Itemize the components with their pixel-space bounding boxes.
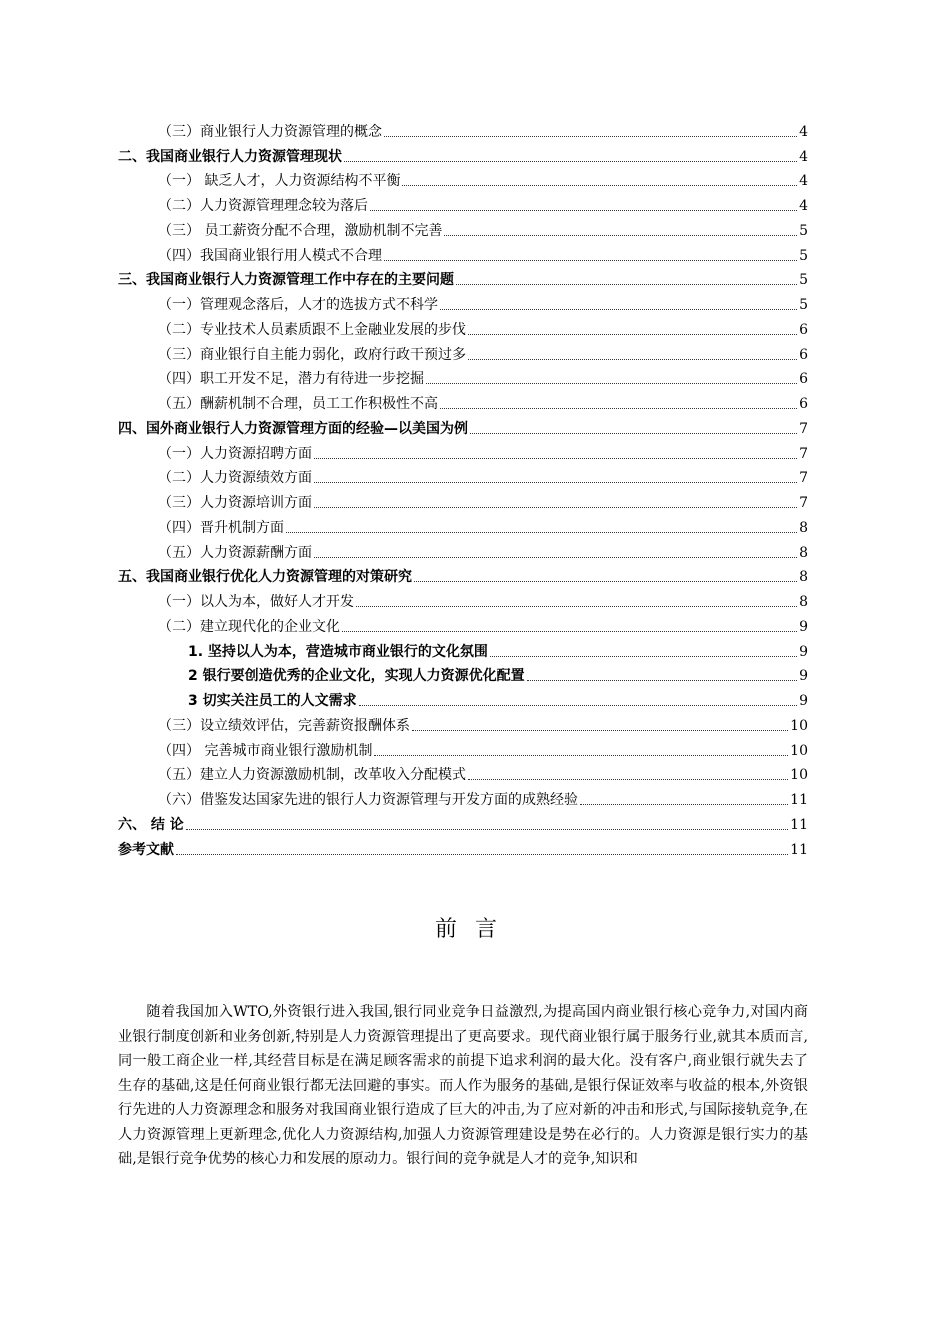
- toc-entry[interactable]: [118, 685, 808, 710]
- toc-entry-title: 3 切实关注员工的人文需求: [188, 693, 357, 709]
- toc-page-number: 9: [799, 618, 808, 635]
- toc-page-number: 9: [799, 668, 808, 685]
- toc-leader-dots: [356, 606, 797, 607]
- toc-entry[interactable]: [118, 116, 808, 141]
- toc-entry[interactable]: [118, 141, 808, 166]
- toc-page-number: 10: [790, 767, 808, 784]
- toc-entry[interactable]: [118, 735, 808, 760]
- toc-entry[interactable]: [118, 166, 808, 191]
- toc-leader-dots: [412, 730, 788, 731]
- toc-leader-dots: [344, 161, 797, 162]
- toc-leader-dots: [314, 557, 797, 558]
- toc-entry-title: （一） 缺乏人才，人力资源结构不平衡: [158, 173, 401, 190]
- toc-entry[interactable]: [118, 487, 808, 512]
- toc-entry-title: 五、我国商业银行优化人力资源管理的对策研究: [118, 569, 412, 586]
- toc-page-number: 8: [799, 594, 808, 610]
- toc-entry-title: （一）管理观念落后，人才的选拔方式不科学: [158, 297, 438, 313]
- toc-entry[interactable]: [118, 289, 808, 314]
- toc-entry-title: （二）专业技术人员素质跟不上金融业发展的步伐: [158, 321, 466, 338]
- toc-entry-title: （一）人力资源招聘方面: [158, 445, 312, 462]
- toc-leader-dots: [468, 779, 788, 780]
- toc-entry[interactable]: [118, 537, 808, 562]
- toc-leader-dots: [580, 804, 788, 805]
- toc-leader-dots: [468, 359, 797, 360]
- toc-entry-title: （五）建立人力资源激励机制，改革收入分配模式: [158, 767, 466, 784]
- toc-entry[interactable]: [118, 710, 808, 735]
- toc-leader-dots: [374, 755, 788, 756]
- toc-entry[interactable]: [118, 784, 808, 809]
- toc-entry-title: （三） 员工薪资分配不合理，激励机制不完善: [158, 222, 443, 239]
- toc-entry-title: （六）借鉴发达国家先进的银行人力资源管理与开发方面的成熟经验: [158, 792, 578, 808]
- toc-page-number: 5: [799, 297, 808, 313]
- toc-leader-dots: [490, 656, 797, 657]
- toc-entry-title: （三）商业银行人力资源管理的概念: [158, 123, 382, 140]
- toc-page-number: 4: [799, 198, 808, 214]
- toc-leader-dots: [426, 383, 797, 384]
- toc-entry[interactable]: [118, 562, 808, 587]
- toc-entry[interactable]: [118, 661, 808, 686]
- toc-page-number: 4: [799, 173, 808, 190]
- toc-entry-title: 1. 坚持以人为本，营造城市商业银行的文化氛围: [188, 643, 488, 660]
- toc-leader-dots: [314, 458, 797, 459]
- toc-entry[interactable]: [118, 636, 808, 661]
- toc-leader-dots: [414, 581, 797, 582]
- toc-page-number: 8: [799, 519, 808, 536]
- toc-entry-title: （二）人力资源绩效方面: [158, 470, 312, 487]
- toc-entry[interactable]: [118, 586, 808, 611]
- toc-leader-dots: [440, 408, 797, 409]
- toc-entry-title: （三）商业银行自主能力弱化，政府行政干预过多: [158, 346, 466, 363]
- toc-entry-title: 二、我国商业银行人力资源管理现状: [118, 148, 342, 165]
- table-of-contents: [118, 116, 808, 859]
- toc-leader-dots: [342, 631, 797, 632]
- toc-leader-dots: [314, 482, 797, 483]
- toc-leader-dots: [370, 210, 797, 211]
- toc-entry-title: （四）职工开发不足，潜力有待进一步挖掘: [158, 371, 424, 388]
- toc-page-number: 10: [790, 742, 808, 759]
- toc-entry-title: （三）设立绩效评估，完善薪资报酬体系: [158, 717, 410, 734]
- toc-leader-dots: [468, 334, 797, 335]
- toc-entry-title: 四、国外商业银行人力资源管理方面的经验—以美国为例: [118, 420, 468, 437]
- toc-entry[interactable]: [118, 413, 808, 438]
- toc-entry-title: （三）人力资源培训方面: [158, 495, 312, 511]
- toc-entry-title: （四）晋升机制方面: [158, 519, 284, 536]
- toc-page-number: 8: [799, 569, 808, 586]
- toc-page-number: 6: [799, 346, 808, 363]
- toc-leader-dots: [286, 532, 797, 533]
- toc-page-number: 9: [799, 643, 808, 660]
- toc-entry[interactable]: [118, 760, 808, 785]
- toc-entry[interactable]: [118, 215, 808, 240]
- toc-page-number: 7: [799, 445, 808, 462]
- toc-leader-dots: [176, 854, 788, 855]
- toc-entry[interactable]: [118, 438, 808, 463]
- toc-entry[interactable]: [118, 512, 808, 537]
- toc-page-number: 11: [790, 816, 808, 833]
- toc-page-number: 9: [799, 693, 808, 709]
- toc-page-number: 6: [799, 371, 808, 388]
- toc-entry-title: 参考文献: [118, 841, 174, 858]
- toc-entry-title: （五）人力资源薪酬方面: [158, 544, 312, 561]
- toc-leader-dots: [384, 260, 797, 261]
- section-heading: 前言: [434, 917, 515, 942]
- toc-page-number: 4: [799, 148, 808, 165]
- toc-entry-title: 2 银行要创造优秀的企业文化，实现人力资源优化配置: [188, 668, 525, 685]
- toc-page-number: 7: [799, 470, 808, 487]
- toc-page-number: 7: [799, 420, 808, 437]
- toc-entry-title: （一）以人为本，做好人才开发: [158, 594, 354, 610]
- toc-page-number: 6: [799, 396, 808, 412]
- toc-page-number: 5: [799, 222, 808, 239]
- toc-entry-title: （四） 完善城市商业银行激励机制: [158, 742, 373, 759]
- toc-entry[interactable]: [118, 611, 808, 636]
- toc-page-number: 11: [790, 792, 808, 808]
- toc-page-number: 5: [799, 247, 808, 264]
- toc-entry[interactable]: [118, 463, 808, 488]
- toc-leader-dots: [440, 309, 797, 310]
- toc-entry-title: （四）我国商业银行用人模式不合理: [158, 247, 382, 264]
- toc-entry[interactable]: [118, 314, 808, 339]
- toc-entry[interactable]: [118, 809, 808, 834]
- toc-entry[interactable]: [118, 240, 808, 265]
- toc-entry-title: 六、 结 论: [118, 816, 184, 833]
- toc-page-number: 10: [790, 717, 808, 734]
- toc-page-number: 7: [799, 495, 808, 511]
- toc-entry[interactable]: [118, 339, 808, 364]
- toc-entry[interactable]: [118, 388, 808, 413]
- toc-leader-dots: [359, 705, 797, 706]
- toc-leader-dots: [527, 680, 797, 681]
- toc-leader-dots: [470, 433, 797, 434]
- toc-leader-dots: [186, 829, 788, 830]
- toc-entry-title: 三、我国商业银行人力资源管理工作中存在的主要问题: [118, 272, 454, 289]
- toc-page-number: 5: [799, 272, 808, 289]
- toc-page-number: 11: [790, 841, 808, 858]
- toc-entry[interactable]: [118, 364, 808, 389]
- toc-leader-dots: [444, 235, 797, 236]
- toc-entry-title: （二）建立现代化的企业文化: [158, 618, 340, 635]
- toc-leader-dots: [402, 185, 797, 186]
- toc-entry-title: （五）酬薪机制不合理，员工工作积极性不高: [158, 396, 438, 412]
- toc-page-number: 4: [799, 123, 808, 140]
- toc-entry-title: （二）人力资源管理理念较为落后: [158, 198, 368, 214]
- toc-leader-dots: [384, 136, 797, 137]
- toc-entry[interactable]: [118, 265, 808, 290]
- toc-page-number: 6: [799, 321, 808, 338]
- toc-entry[interactable]: [118, 834, 808, 859]
- toc-leader-dots: [456, 284, 797, 285]
- toc-leader-dots: [314, 507, 797, 508]
- toc-page-number: 8: [799, 544, 808, 561]
- body-paragraph: 随着我国加入WTO,外资银行进入我国,银行同业竞争日益激烈,为提高国内商业银行核心竞争力,对国内商业银行制度创新和业务创新,特别是人力资源管理提出了更高要求。现代商业银行属于服务行业,就其本质而言,同一般工商企业一样,其经营目标是在满足顾客需求的前提下追求利润的最大化。没有客户,商业银行就失去了生存的基础,这是任何商业银行都无法回避的事实。而人作为服务的基础,是银行保证效率与收益的根本,外资银行先进的人力资源理念和服务对我国商业银行造成了巨大的冲击,为了应对新的冲击和形式,与国际接轨竞争,在人力资源管理上更新理念,优化人力资源结构,加强人力资源管理建设是势在必行的。人力资源是银行实力的基础,是银行竞争优势的核心力和发展的原动力。银行间的竞争就是人才的竞争,知识和: [118, 1004, 808, 1167]
- toc-entry[interactable]: [118, 190, 808, 215]
